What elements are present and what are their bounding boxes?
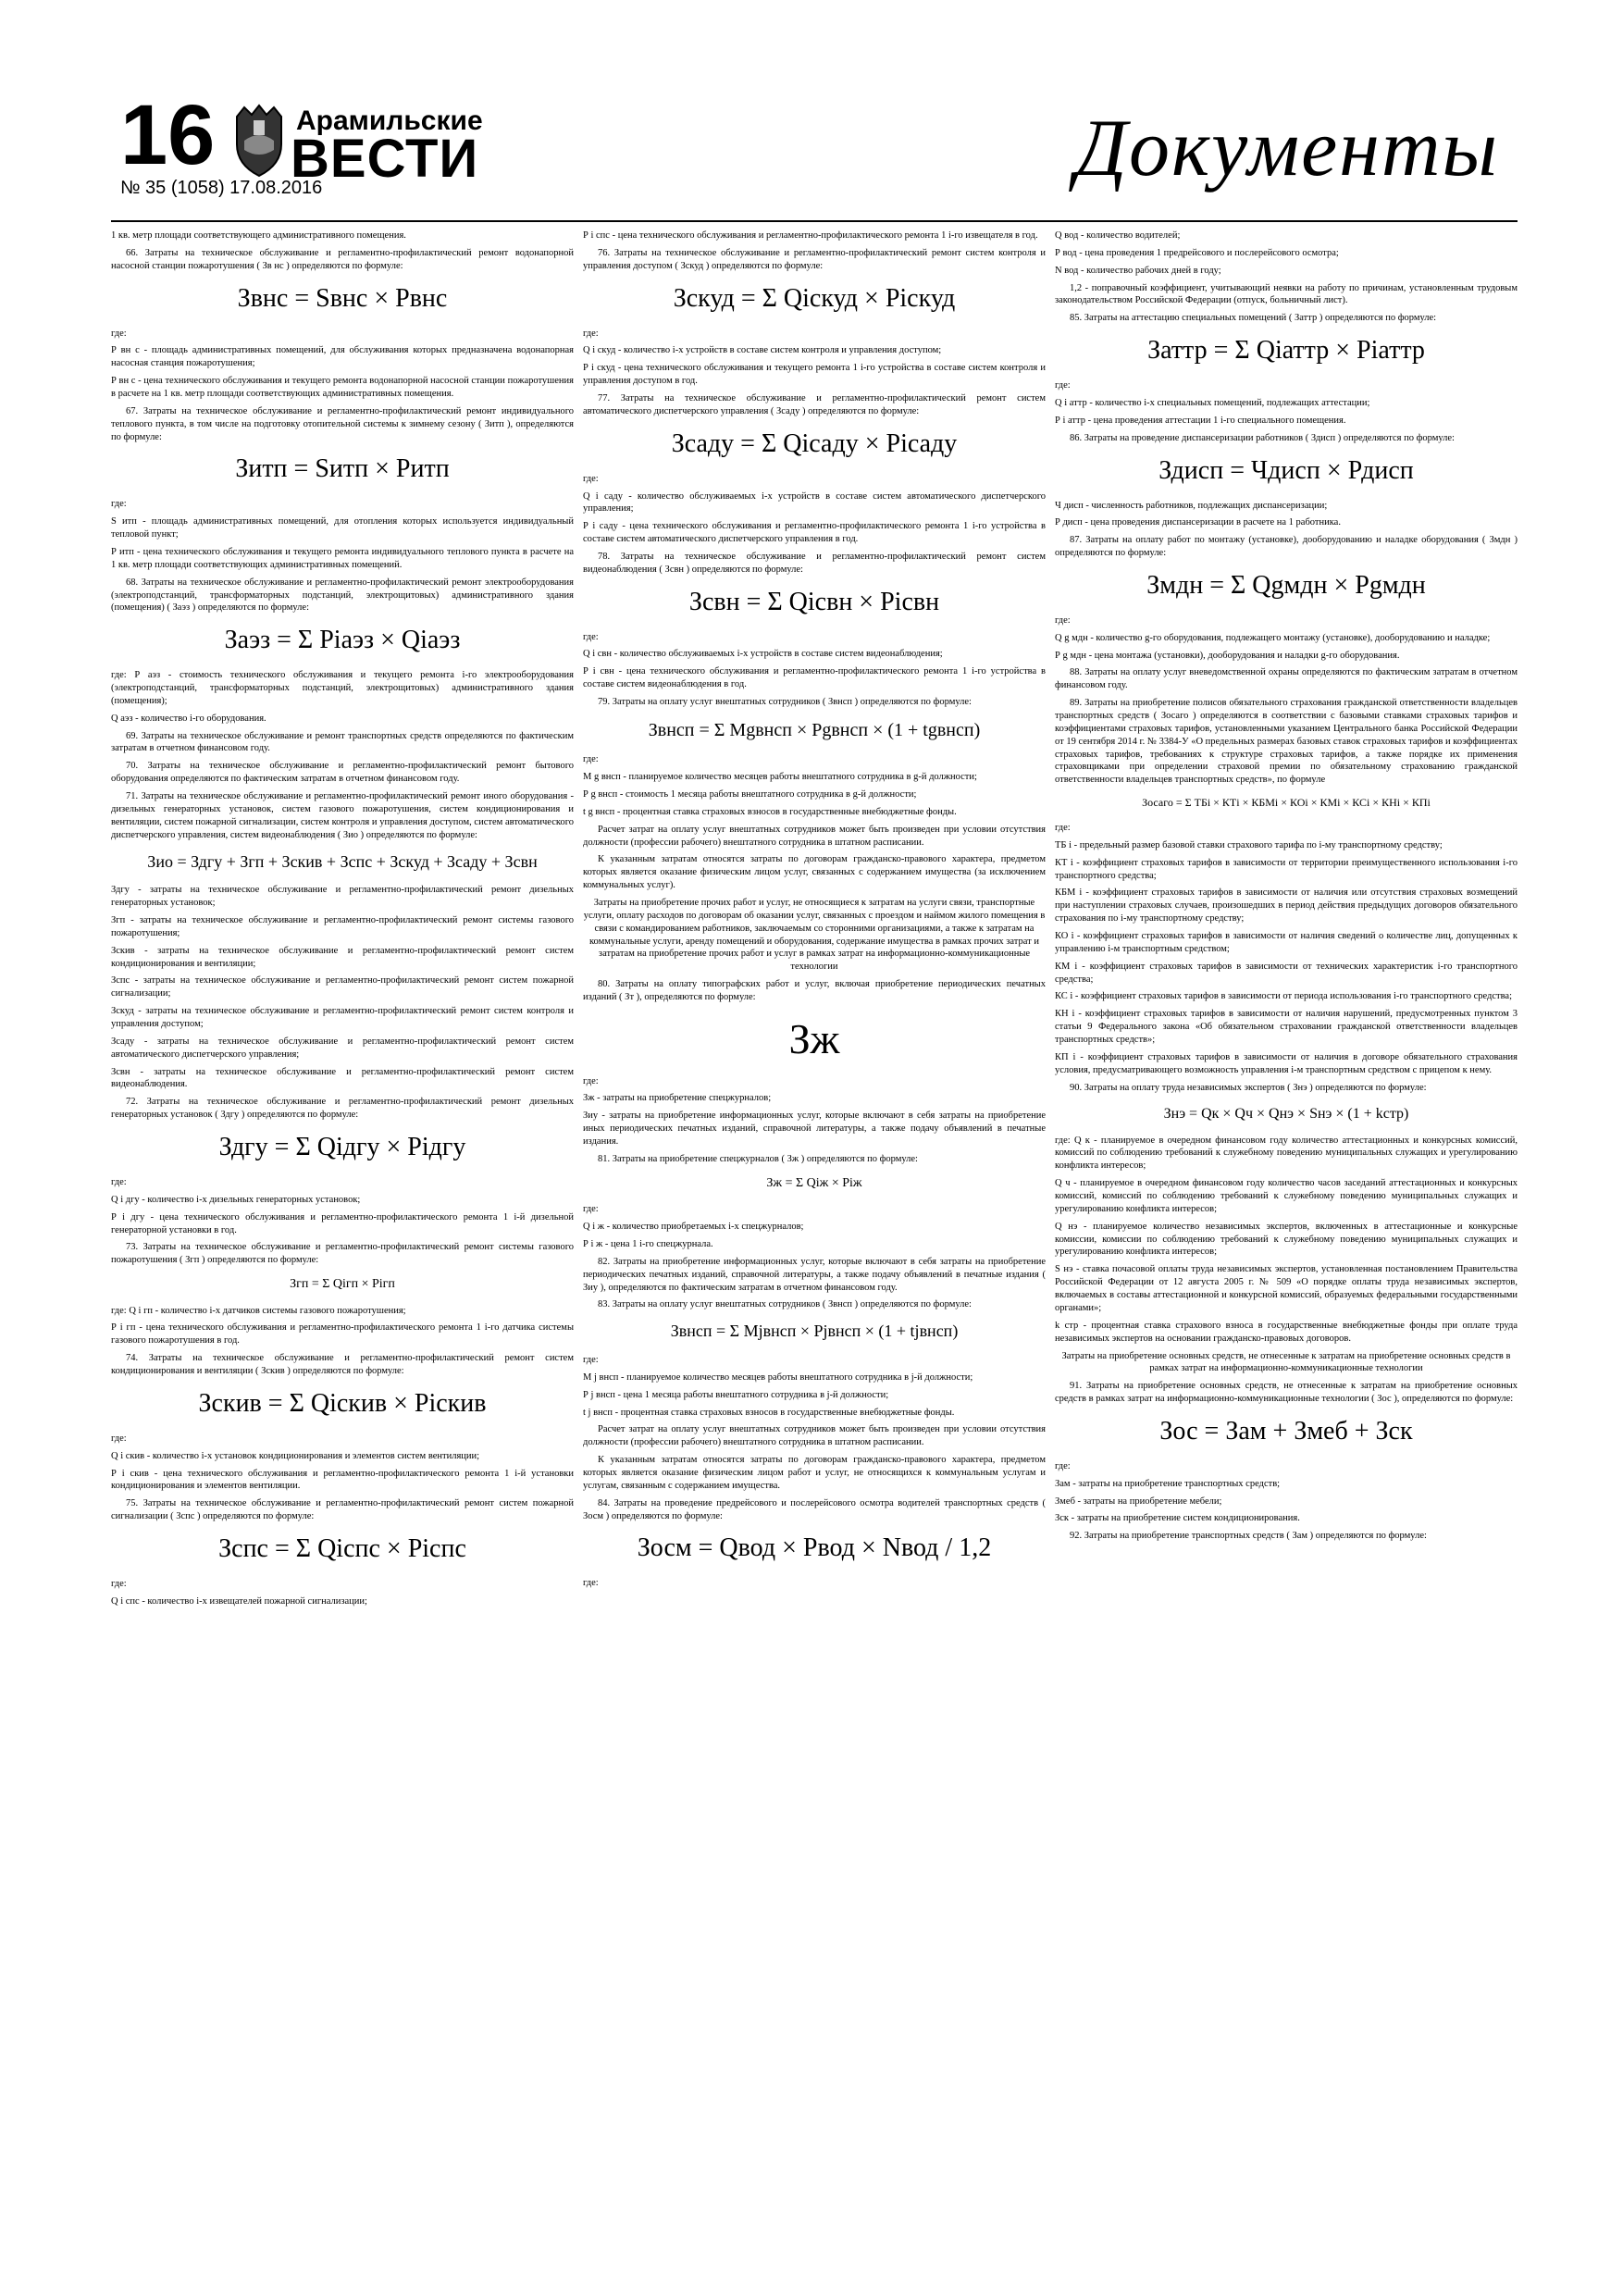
paragraph: Q i ж - количество приобретаемых i-х спецжурналов;	[583, 1222, 804, 1233]
paragraph: КН i - коэффициент страховых тарифов в зависимости от наличия нарушений, предусмотренных пунктом 3 статьи 9 Федерального закона «Об обязательном страховании гражданской ответственности владельцев транспортных средств»;	[1055, 1009, 1518, 1046]
paragraph: Зам - затраты на приобретение транспортных средств;	[1055, 1478, 1281, 1489]
paragraph: t j внсп - процентная ставка страховых взносов в государственные внебюджетные фонды.	[583, 1407, 955, 1418]
paragraph: N вод - количество рабочих дней в году;	[1055, 265, 1221, 276]
paragraph: Р вн с - площадь административных помещений, для обслуживания которых предназначена водонапорная насосная станция пожаротушения;	[111, 345, 574, 369]
paragraph: Р вн с - цена технического обслуживания и текущего ремонта водонапорной насосной станции пожаротушения в расчете на 1 кв. метр площади соответствующих административных помещения.	[111, 376, 574, 399]
formula-80: Зж	[788, 1014, 840, 1062]
paragraph: где:	[111, 499, 127, 510]
paragraph: Р i скуд - цена технического обслуживания и текущего ремонта 1 i-го устройства в составе систем контроля и управления доступом в год.	[583, 363, 1046, 387]
formula-85: Заттр = Σ Qiаттр × Рiаттр	[1147, 336, 1425, 366]
paragraph: Расчет затрат на оплату услуг внештатных сотрудников может быть произведен при условии отсутствия должности (профессии рабочего) внештатного сотрудника в штатном расписании.	[583, 1424, 1046, 1448]
paragraph: К указанным затратам относятся затраты по договорам гражданско-правового характера, предметом которых является оказание физическим лицом услуг, связанных с содержанием имущества (за исключением коммунальных услуг).	[583, 854, 1046, 891]
column-1	[111, 230, 574, 1613]
paragraph: 85. Затраты на аттестацию специальных помещений ( Заттр ) определяются по формуле:	[1070, 313, 1437, 324]
page-number: 16	[120, 88, 216, 182]
paragraph: 90. Затраты на оплату труда независимых экспертов ( Знэ ) определяются по формуле:	[1070, 1082, 1427, 1093]
paragraph: где:	[1055, 1460, 1071, 1471]
paragraph: 92. Затраты на приобретение транспортных средств ( Зам ) определяются по формуле:	[1070, 1531, 1427, 1542]
paragraph: 74. Затраты на техническое обслуживание и регламентно-профилактический ремонт систем кондиционирования и вентиляции ( Зскив ) определяются по формуле:	[111, 1353, 574, 1377]
paragraph: Затраты на приобретение прочих работ и услуг, не относящиеся к затратам на услуги связи, транспортные услуги, оплату расходов по договорам об оказании услуг, связанных с проездом и наймом жилого помещения в связи с командированием работников, заключаемым со сторонними организациями, а также к затратам на коммунальные услуги, аренду помещений и оборудования, содержание имущества в рамках прочих затрат и затратам на приобретение прочих работ и услуг в рамках затрат на информационно-коммуникационные технологии	[583, 898, 1046, 973]
paragraph: k стр - процентная ставка страхового взноса в государственные внебюджетные фонды при оплате труда независимых экспертов на основании гражданско-правовых договоров.	[1055, 1320, 1518, 1344]
paragraph: Зскуд - затраты на техническое обслуживание и регламентно-профилактический ремонт систем контроля и управления доступом;	[111, 1006, 574, 1029]
paragraph: КП i - коэффициент страховых тарифов в зависимости от наличия в договоре обязательного страхования условия, предусматривающего возможность управления i-м транспортным средством с прицепом к нему.	[1055, 1051, 1518, 1075]
paragraph: Q нэ - планируемое количество независимых экспертов, включенных в аттестационные и конкурсные комиссии, комиссии по соблюдению требований к служебному поведению муниципальных служащих и урегулированию конфликта интересов;	[1055, 1221, 1518, 1258]
paragraph: Зсвн - затраты на техническое обслуживание и регламентно-профилактический ремонт систем видеонаблюдения.	[111, 1066, 574, 1090]
paragraph: Р g внсп - стоимость 1 месяца работы внештатного сотрудника в g-й должности;	[583, 789, 917, 800]
paragraph: 89. Затраты на приобретение полисов обязательного страхования гражданской ответственности владельцев транспортных средств ( Зосаго ) определяются в соответствии с базовыми ставками страховых тарифов и коэффициентами страховых тарифов, установленными указанием Центрального банка Российской Федерации от 19 сентября 2014 г. № 3384-У «О предельных размерах базовых ставок страховых тарифов и коэффициентах страховых тарифов, требованиях к структуре страховых тарифов, а также порядке их применения страховщиками при определении страховой премии по обязательному страхованию гражданской ответственности владельцев транспортных средств», по формуле	[1055, 698, 1518, 786]
paragraph: Q i скив - количество i-х установок кондиционирования и элементов систем вентиляции;	[111, 1450, 480, 1461]
paragraph: 79. Затраты на оплату услуг внештатных сотрудников ( Звнсп ) определяются по формуле:	[598, 697, 972, 708]
paragraph: t g внсп - процентная ставка страховых взносов в государственные внебюджетные фонды.	[583, 806, 957, 817]
paragraph: КС i - коэффициент страховых тарифов в зависимости от периода использования i-го транспортного средства;	[1055, 991, 1512, 1002]
paragraph: КТ i - коэффициент страховых тарифов в зависимости от территории преимущественного использования i-го транспортного средства;	[1055, 857, 1518, 881]
paragraph: ТБ i - предельный размер базовой ставки страхового тарифа по i-му транспортному средству;	[1055, 839, 1443, 850]
paragraph: где: Р аэз - стоимость технического обслуживания и текущего ремонта i-го электрооборудования (электроподстанций, трансформаторных подстанций, электрощитовых) административного здания (помещения);	[111, 670, 574, 706]
column-3	[1055, 230, 1518, 1547]
issue-info: № 35 (1058) 17.08.2016	[120, 178, 323, 198]
paragraph: Q вод - количество водителей;	[1055, 230, 1181, 241]
paragraph: 86. Затраты на проведение диспансеризации работников ( Здисп ) определяются по формуле:	[1070, 432, 1455, 443]
paragraph: 77. Затраты на техническое обслуживание и регламентно-профилактический ремонт систем автоматического диспетчерского управления ( Зсаду ) определяются по формуле:	[583, 392, 1046, 416]
formula-91: Зос = Зам + Змеб + Зск	[1159, 1416, 1413, 1446]
column-2	[583, 230, 1046, 1595]
paragraph: Р i гп - цена технического обслуживания и регламентно-профилактического ремонта 1 i-го датчика системы газового пожаротушения в год.	[111, 1322, 574, 1347]
paragraph: где:	[583, 328, 599, 339]
paragraph: КО i - коэффициент страховых тарифов в зависимости от наличия сведений о количестве лиц, допущенных к управлению i-м транспортным средством;	[1055, 931, 1518, 954]
paragraph: 91. Затраты на приобретение основных средств, не отнесенные к затратам на приобретение основных средств в рамках затрат на информационно-коммуникационные технологии ( Зос ), определяются по формуле:	[1055, 1381, 1518, 1405]
paragraph: Р i аттр - цена проведения аттестации 1 i-го специального помещения.	[1055, 415, 1346, 426]
formula-72: Здгу = Σ Qiдгу × Рiдгу	[218, 1133, 466, 1161]
paragraph: 75. Затраты на техническое обслуживание и регламентно-профилактический ремонт систем пожарной сигнализации ( Зспс ) определяются по формуле:	[111, 1498, 574, 1522]
paragraph: Здгу - затраты на техническое обслуживание и регламентно-профилактический ремонт дизельных генераторных установок;	[111, 885, 574, 909]
page-header	[111, 88, 1518, 213]
paragraph: где:	[583, 631, 599, 642]
paragraph: 76. Затраты на техническое обслуживание и регламентно-профилактический ремонт систем контроля и управления доступом ( Зскуд ) определяются по формуле:	[583, 247, 1046, 271]
paragraph: 70. Затраты на техническое обслуживание и регламентно-профилактический ремонт бытового оборудования определяются по фактическим затратам в отчетном финансовом году.	[111, 761, 574, 785]
paragraph: 82. Затраты на приобретение информационных услуг, которые включают в себя затраты на приобретение периодических печатных изданий, справочной литературы, а также подачу объявлений в печатные издания ( Зиу ), определяются по фактическим затратам в отчетном финансовом году.	[583, 1256, 1046, 1293]
formula-76: Зскуд = Σ Qiскуд × Рiскуд	[673, 283, 956, 313]
section-title: Документы	[1074, 104, 1499, 193]
paragraph: М g внсп - планируемое количество месяцев работы внештатного сотрудника в g-й должности;	[583, 772, 977, 783]
paragraph: 67. Затраты на техническое обслуживание и регламентно-профилактический ремонт индивидуального теплового пункта, в том числе на подготовку отопительной системы к зимнему сезону ( Зитп ), определяются по формуле:	[111, 405, 574, 442]
formula-66: Звнс = Sвнс × Рвнс	[237, 283, 448, 313]
paragraph: Р j внсп - цена 1 месяца работы внештатного сотрудника в j-й должности;	[583, 1389, 889, 1400]
paragraph: К указанным затратам относятся затраты по договорам гражданско-правового характера, предметом которых является оказание физическим лицом работ и услуг, не относящихся к коммунальным услугам и услугам, связанным с содержанием имущества.	[583, 1455, 1046, 1491]
paragraph: Ч дисп - численность работников, подлежащих диспансеризации;	[1055, 500, 1328, 511]
paragraph: Зспс - затраты на техническое обслуживание и регламентно-профилактический ремонт систем пожарной сигнализации;	[111, 975, 574, 999]
paragraph: Q i аттр - количество i-х специальных помещений, подлежащих аттестации;	[1055, 397, 1370, 408]
paragraph: где:	[111, 1176, 127, 1187]
paragraph: М j внсп - планируемое количество месяцев работы внештатного сотрудника в j-й должности;	[583, 1371, 973, 1383]
paragraph: Р итп - цена технического обслуживания и текущего ремонта индивидуального теплового пункта в расчете на 1 кв. метр площади соответствующих административных помещений.	[111, 546, 574, 570]
paragraph: Р g мдн - цена монтажа (установки), дооборудования и наладки g-го оборудования.	[1055, 650, 1400, 661]
paragraph: S нэ - ставка почасовой оплаты труда независимых экспертов, установленная постановлением Правительства Российской Федерации от 12 августа 2005 г. № 509 «О порядке оплаты труда независимых экспертов, включаемых в составы аттестационной и конкурсной комиссий, образуемых федеральными государственными органами»;	[1055, 1264, 1518, 1313]
paragraph: Р i дгу - цена технического обслуживания и регламентно-профилактического ремонта 1 i-й дизельной генераторной установки в год.	[111, 1211, 574, 1235]
formula-75: Зспс = Σ Qiспс × Рiспс	[218, 1533, 466, 1563]
formula-90: Знэ = Qк × Qч × Qнэ × Sнэ × (1 + kстр)	[1163, 1105, 1409, 1122]
formula-83: Звнсп = Σ Мjвнсп × Рjвнсп × (1 + tjвнсп)	[670, 1322, 959, 1341]
paragraph: где:	[1055, 380, 1071, 391]
paragraph: Зж - затраты на приобретение спецжурналов;	[583, 1093, 772, 1104]
paragraph: где:	[583, 754, 599, 765]
paragraph: 81. Затраты на приобретение спецжурналов ( Зж ) определяются по формуле:	[598, 1153, 918, 1164]
paragraph: Q i спс - количество i-х извещателей пожарной сигнализации;	[111, 1595, 367, 1607]
paragraph: Q i свн - количество обслуживаемых i-х устройств в составе систем видеонаблюдения;	[583, 649, 943, 660]
paragraph: КБМ i - коэффициент страховых тарифов в зависимости от наличия или отсутствия страховых возмещений при наступлении страховых случаев, произошедших в период действия предыдущих договоров обязательного страхования по i-му транспортному средству;	[1055, 887, 1518, 925]
paragraph: 78. Затраты на техническое обслуживание и регламентно-профилактический ремонт систем видеонаблюдения ( Зсвн ) определяются по формуле:	[583, 551, 1046, 575]
formula-79: Звнсп = Σ Мgвнсп × Рgвнсп × (1 + tgвнсп)	[648, 719, 981, 740]
paragraph: 71. Затраты на техническое обслуживание и регламентно-профилактический ремонт иного оборудования - дизельных генераторных установок, систем газового пожаротушения, систем кондиционирования и вентиляции, систем пожарной сигнализации, систем контроля и управления доступом, систем автоматического диспетчерского управления, систем видеонаблюдения ( Зио ) определяются по формуле:	[111, 791, 574, 840]
paragraph: Расчет затрат на оплату услуг внештатных сотрудников может быть произведен при условии отсутствия должности (профессии рабочего) внештатного сотрудника в штатном расписании.	[583, 824, 1046, 848]
paragraph: где:	[111, 328, 127, 339]
formula-87: Змдн = Σ Qgмдн × Рgмдн	[1146, 570, 1426, 600]
paragraph: где:	[111, 1578, 127, 1589]
paragraph: Р дисп - цена проведения диспансеризации в расчете на 1 работника.	[1055, 517, 1341, 528]
paper-name-top: Арамильские	[296, 105, 483, 136]
formula-89: Зосаго = Σ ТБi × КТi × КБМi × КОi × КМi × КСi × КНi × КПi	[1142, 796, 1431, 810]
paragraph: Q аэз - количество i-го оборудования.	[111, 713, 266, 724]
paragraph: Зск - затраты на приобретение систем кондиционирования.	[1055, 1513, 1300, 1524]
paragraph: Затраты на приобретение основных средств, не отнесенные к затратам на приобретение основных средств в рамках затрат на информационно-коммуникационные технологии	[1061, 1350, 1511, 1374]
paragraph: где:	[1055, 823, 1071, 834]
paragraph: Q i дгу - количество i-х дизельных генераторных установок;	[111, 1194, 361, 1205]
paragraph: 84. Затраты на проведение предрейсового и послерейсового осмотра водителей транспортных средств ( Зосм ) определяются по формуле:	[583, 1497, 1046, 1521]
paragraph: Згп - затраты на техническое обслуживание и регламентно-профилактический ремонт системы газового пожаротушения;	[111, 914, 574, 938]
paragraph: где:	[1055, 614, 1071, 626]
paragraph: Зсаду - затраты на техническое обслуживание и регламентно-профилактический ремонт систем автоматического диспетчерского управления;	[111, 1036, 574, 1060]
paragraph: 1,2 - поправочный коэффициент, учитывающий неявки на работу по причинам, установленным трудовым законодательством Российской Федерации (отпуск, больничный лист).	[1055, 282, 1518, 306]
paragraph: Змеб - затраты на приобретение мебели;	[1055, 1496, 1222, 1507]
paragraph: Р i саду - цена технического обслуживания и регламентно-профилактического ремонта 1 i-го устройства в составе систем автоматического диспетчерского управления в год.	[583, 521, 1046, 545]
paragraph: Зиу - затраты на приобретение информационных услуг, которые включают в себя затраты на приобретение иных периодических печатных изданий, справочной литературы, а также подачу объявлений в печатные издания.	[583, 1111, 1046, 1148]
paragraph: 80. Затраты на оплату типографских работ и услуг, включая приобретение периодических печатных изданий ( Зт ), определяются по формуле:	[583, 979, 1046, 1003]
paragraph: где:	[583, 1075, 599, 1086]
paragraph: S итп - площадь административных помещений, для отопления которых используется индивидуальный тепловой пункт;	[111, 516, 574, 540]
paragraph: 88. Затраты на оплату услуг вневедомственной охраны определяются по фактическим затратам в отчетном финансовом году.	[1055, 667, 1518, 691]
formula-73: Згп = Σ Qiгп × Рiгп	[290, 1277, 395, 1292]
formula-78: Зсвн = Σ Qiсвн × Рiсвн	[688, 587, 940, 616]
paragraph: где: Q i гп - количество i-х датчиков системы газового пожаротушения;	[111, 1305, 406, 1316]
paragraph: Р i скив - цена технического обслуживания и регламентно-профилактического ремонта 1 i-й установки кондиционирования и элементов вентиляции.	[111, 1468, 574, 1492]
paragraph: Р i спс - цена технического обслуживания и регламентно-профилактического ремонта 1 i-го извещателя в год.	[583, 230, 1038, 241]
paragraph: 72. Затраты на техническое обслуживание и регламентно-профилактический ремонт дизельных генераторных установок ( Здгу ) определяются по формуле:	[111, 1097, 574, 1121]
paragraph: 69. Затраты на техническое обслуживание и ремонт транспортных средств определяются по фактическим затратам в отчетном финансовом году.	[111, 730, 574, 754]
paragraph: Р i ж - цена 1 i-го спецжурнала.	[583, 1238, 713, 1249]
paragraph: где:	[583, 1204, 599, 1215]
formula-68: Заэз = Σ Рiаэз × Qiаэз	[224, 626, 461, 655]
paragraph: Р вод - цена проведения 1 предрейсового и послерейсового осмотра;	[1055, 247, 1339, 258]
formula-84: Зосм = Qвод × Рвод × Nвод / 1,2	[637, 1533, 992, 1563]
paragraph: 83. Затраты на оплату услуг внештатных сотрудников ( Звнсп ) определяются по формуле:	[598, 1299, 972, 1310]
paragraph: Q i саду - количество обслуживаемых i-х устройств в составе систем автоматического диспетчерского управления;	[583, 490, 1046, 515]
formula-74: Зскив = Σ Qiскив × Рiскив	[198, 1388, 487, 1418]
paper-name-main: ВЕСТИ	[291, 129, 479, 189]
paragraph: где:	[583, 1355, 599, 1366]
formula-71: Зио = Здгу + Згп + Зскив + Зспс + Зскуд + Зсаду + Зсвн	[147, 851, 538, 871]
paragraph: где: Q к - планируемое в очередном финансовом году количество аттестационных и конкурсных комиссий, комиссий по соблюдению требований к служебному поведению муниципальных служащих и урегулированию конфликта интересов;	[1055, 1135, 1518, 1172]
paragraph: Q g мдн - количество g-го оборудования, подлежащего монтажу (установке), дооборудованию и наладке;	[1055, 632, 1491, 643]
paragraph: Зскив - затраты на техническое обслуживание и регламентно-профилактический ремонт систем кондиционирования и вентиляции;	[111, 945, 574, 969]
paragraph: 68. Затраты на техническое обслуживание и регламентно-профилактический ремонт электрооборудования (электроподстанций, трансформаторных подстанций, электрощитовых) административного здания (помещения) ( Заэз ) определяются по формуле:	[111, 577, 574, 614]
paragraph: 87. Затраты на оплату работ по монтажу (установке), дооборудованию и наладке оборудования ( Змдн ) определяются по формуле:	[1055, 535, 1518, 559]
paragraph: 66. Затраты на техническое обслуживание и регламентно-профилактический ремонт водонапорной насосной станции пожаротушения ( Зв нс ) определяются по формуле:	[111, 247, 574, 271]
formula-77: Зсаду = Σ Qiсаду × Рiсаду	[671, 428, 958, 458]
paragraph: Р i свн - цена технического обслуживания и регламентно-профилактического ремонта 1 i-го устройства в составе систем видеонаблюдения в год.	[583, 666, 1046, 690]
paragraph: где:	[583, 473, 599, 484]
formula-86: Здисп = Чдисп × Рдисп	[1158, 455, 1414, 485]
formula-81: Зж = Σ Qiж × Рiж	[766, 1175, 862, 1190]
paragraph: Q i скуд - количество i-х устройств в составе систем контроля и управления доступом;	[583, 345, 942, 356]
paragraph: 73. Затраты на техническое обслуживание и регламентно-профилактический ремонт системы газового пожаротушения ( Згп ) определяются по формуле:	[111, 1242, 574, 1266]
paragraph: 1 кв. метр площади соответствующего административного помещения.	[111, 230, 406, 241]
paragraph: где:	[583, 1578, 599, 1589]
paragraph: КМ i - коэффициент страховых тарифов в зависимости от технических характеристик i-го транспортного средства;	[1055, 961, 1518, 985]
formula-67: Зитп = Sитп × Ритп	[235, 454, 450, 484]
crest-icon	[231, 104, 287, 178]
paragraph: Q ч - планируемое в очередном финансовом году количество часов заседаний аттестационных и конкурсных комиссий, комиссий по соблюдению требований к служебному поведению муниципальных служащих и урегулированию конфликта интересов;	[1055, 1178, 1518, 1214]
paragraph: где:	[111, 1433, 127, 1444]
header-rule	[111, 220, 1518, 222]
